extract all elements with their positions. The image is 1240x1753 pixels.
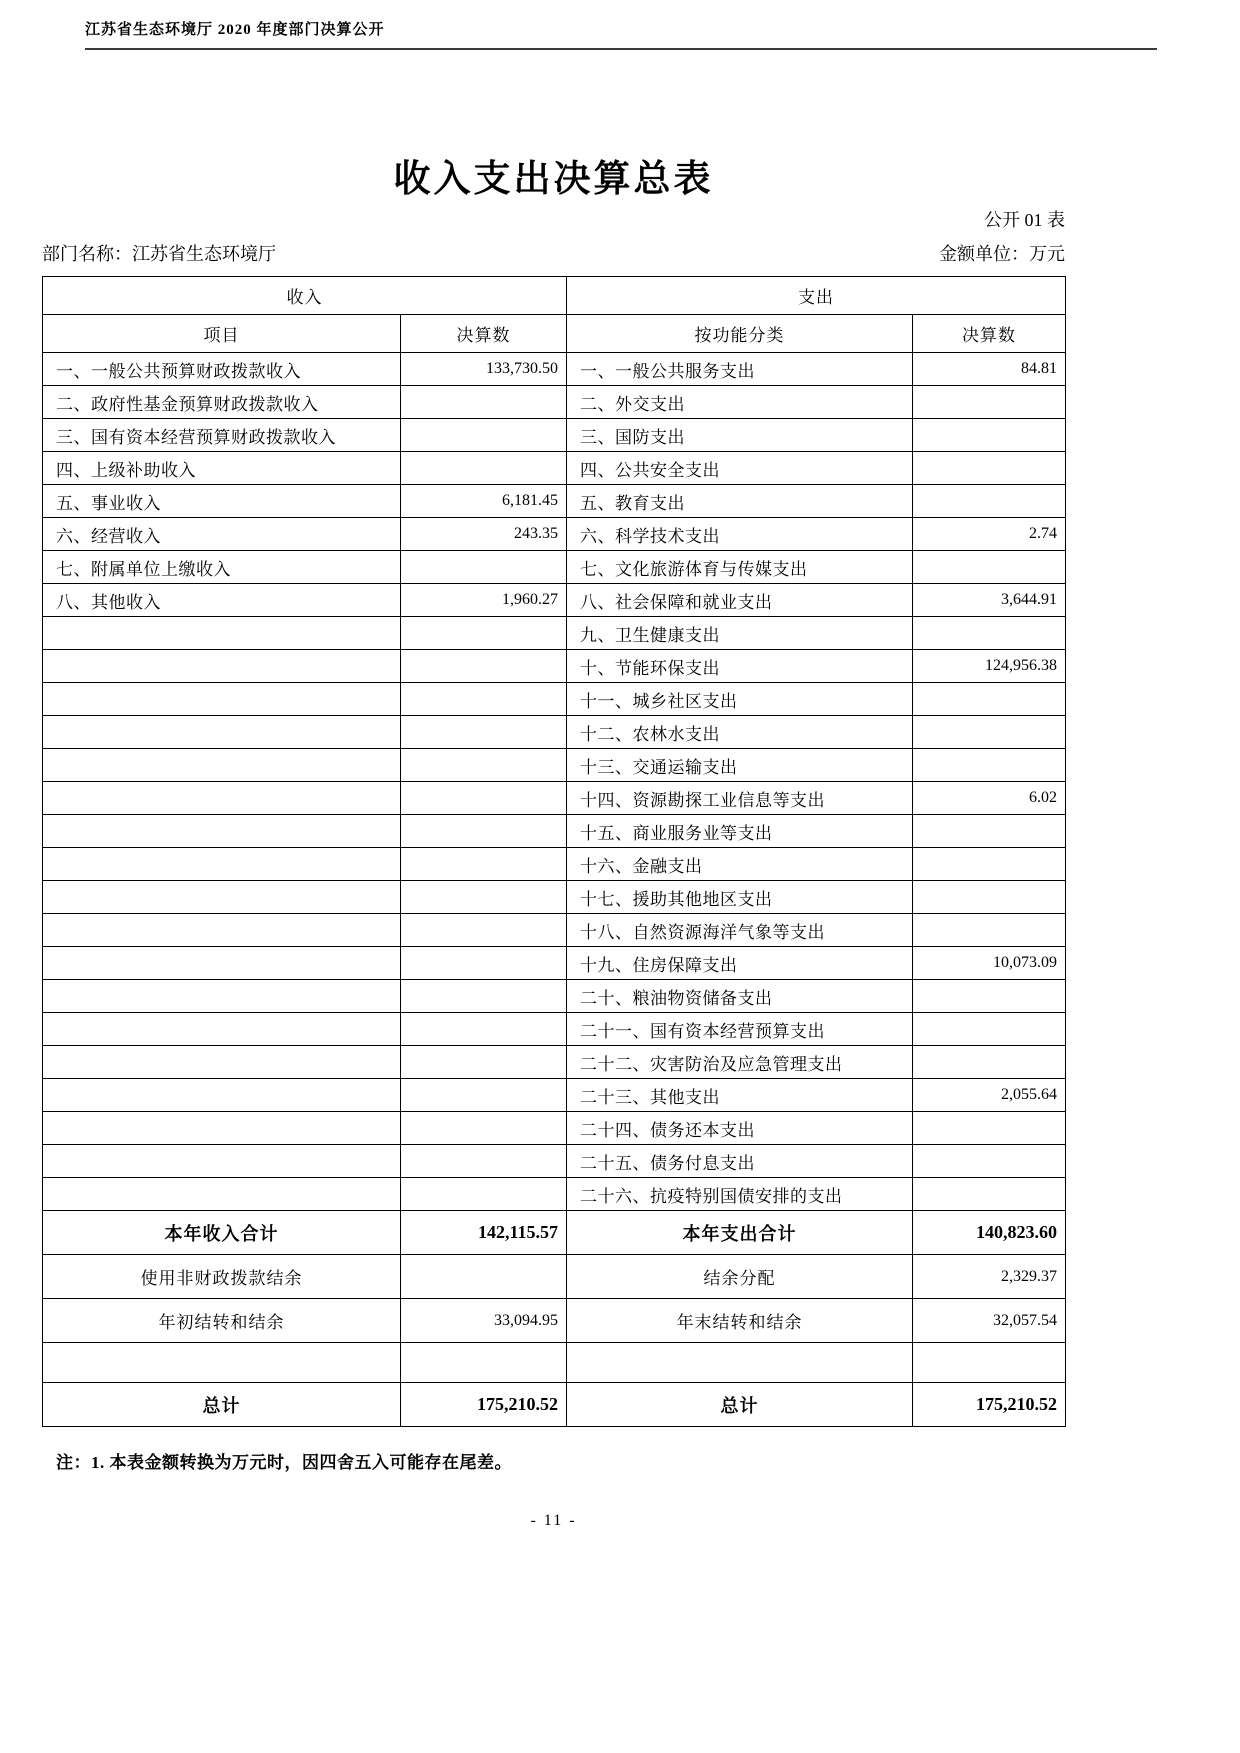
expense-item-label: 二十五、债务付息支出 [567, 1145, 913, 1178]
meta-row [42, 240, 1065, 266]
budget-summary-table [42, 276, 1066, 1427]
table-row [43, 452, 1066, 485]
income-amount: 6,181.45 [401, 485, 567, 518]
income-amount [401, 1145, 567, 1178]
summary-row [43, 1299, 1066, 1343]
income-item-label [43, 683, 401, 716]
summary-expense-amount: 175,210.52 [913, 1383, 1066, 1427]
summary-expense-amount: 140,823.60 [913, 1211, 1066, 1255]
expense-amount [913, 1145, 1066, 1178]
expense-amount: 10,073.09 [913, 947, 1066, 980]
table-row [43, 782, 1066, 815]
expense-amount [913, 749, 1066, 782]
table-row [43, 914, 1066, 947]
page-number: - 11 - [530, 1512, 577, 1529]
income-amount [401, 551, 567, 584]
income-item-label [43, 881, 401, 914]
expense-item-label: 八、社会保障和就业支出 [567, 584, 913, 617]
summary-income-amount: 175,210.52 [401, 1383, 567, 1427]
summary-row [43, 1343, 1066, 1383]
table-row [43, 485, 1066, 518]
income-amount [401, 1046, 567, 1079]
income-item-label: 四、上级补助收入 [43, 452, 401, 485]
income-amount [401, 419, 567, 452]
summary-expense-label: 总计 [567, 1383, 913, 1427]
col-header-income-amount: 决算数 [401, 315, 567, 353]
expense-amount: 124,956.38 [913, 650, 1066, 683]
income-item-label [43, 848, 401, 881]
expense-amount [913, 419, 1066, 452]
income-item-label [43, 980, 401, 1013]
summary-income-label [43, 1343, 401, 1383]
summary-income-label: 本年收入合计 [43, 1211, 401, 1255]
income-amount [401, 716, 567, 749]
income-item-label: 五、事业收入 [43, 485, 401, 518]
table-row [43, 749, 1066, 782]
summary-expense-amount [913, 1343, 1066, 1383]
expense-amount [913, 386, 1066, 419]
expense-amount: 6.02 [913, 782, 1066, 815]
summary-row [43, 1211, 1066, 1255]
table-row [43, 881, 1066, 914]
expense-amount [913, 1013, 1066, 1046]
income-item-label [43, 617, 401, 650]
table-row [43, 815, 1066, 848]
table-row [43, 947, 1066, 980]
expense-item-label: 三、国防支出 [567, 419, 913, 452]
table-row [43, 353, 1066, 386]
income-amount: 243.35 [401, 518, 567, 551]
income-amount: 1,960.27 [401, 584, 567, 617]
income-item-label [43, 1178, 401, 1211]
expense-amount [913, 452, 1066, 485]
table-row [43, 848, 1066, 881]
column-header-row [43, 315, 1066, 353]
expense-amount [913, 617, 1066, 650]
expense-item-label: 七、文化旅游体育与传媒支出 [567, 551, 913, 584]
summary-expense-amount: 32,057.54 [913, 1299, 1066, 1343]
expense-item-label: 二十三、其他支出 [567, 1079, 913, 1112]
income-item-label: 三、国有资本经营预算财政拨款收入 [43, 419, 401, 452]
table-row [43, 386, 1066, 419]
table-row [43, 551, 1066, 584]
document-header [85, 18, 1157, 50]
income-amount [401, 848, 567, 881]
table-row [43, 617, 1066, 650]
summary-income-label: 总计 [43, 1383, 401, 1427]
income-amount [401, 980, 567, 1013]
table-row [43, 650, 1066, 683]
expense-amount [913, 1178, 1066, 1211]
expense-item-label: 二、外交支出 [567, 386, 913, 419]
expense-item-label: 十二、农林水支出 [567, 716, 913, 749]
table-row [43, 1145, 1066, 1178]
table-row [43, 419, 1066, 452]
summary-income-amount: 142,115.57 [401, 1211, 567, 1255]
amount-unit-label: 金额单位：万元 [939, 244, 1065, 264]
income-item-label [43, 815, 401, 848]
table-number: 公开 01 表 [984, 210, 1065, 230]
col-header-expense-function: 按功能分类 [567, 315, 913, 353]
income-amount [401, 914, 567, 947]
income-amount [401, 815, 567, 848]
expense-item-label: 十一、城乡社区支出 [567, 683, 913, 716]
income-item-label [43, 1112, 401, 1145]
expense-item-label: 十六、金融支出 [567, 848, 913, 881]
income-item-label: 七、附属单位上缴收入 [43, 551, 401, 584]
summary-expense-label: 本年支出合计 [567, 1211, 913, 1255]
income-amount [401, 386, 567, 419]
expense-amount: 2,055.64 [913, 1079, 1066, 1112]
section-header-row [43, 277, 1066, 315]
summary-expense-amount: 2,329.37 [913, 1255, 1066, 1299]
income-item-label [43, 1046, 401, 1079]
summary-expense-label: 结余分配 [567, 1255, 913, 1299]
page-title: 收入支出决算总表 [393, 159, 714, 200]
income-item-label [43, 749, 401, 782]
expense-item-label: 十八、自然资源海洋气象等支出 [567, 914, 913, 947]
expense-amount [913, 551, 1066, 584]
summary-expense-label: 年末结转和结余 [567, 1299, 913, 1343]
expense-item-label: 十七、援助其他地区支出 [567, 881, 913, 914]
expense-item-label: 十三、交通运输支出 [567, 749, 913, 782]
income-amount [401, 617, 567, 650]
income-amount [401, 683, 567, 716]
income-amount [401, 782, 567, 815]
expense-item-label: 十、节能环保支出 [567, 650, 913, 683]
expense-item-label: 二十一、国有资本经营预算支出 [567, 1013, 913, 1046]
expense-amount [913, 815, 1066, 848]
income-item-label [43, 716, 401, 749]
income-item-label [43, 1013, 401, 1046]
income-item-label [43, 650, 401, 683]
expense-amount [913, 980, 1066, 1013]
summary-expense-label [567, 1343, 913, 1383]
expense-item-label: 十四、资源勘探工业信息等支出 [567, 782, 913, 815]
expense-item-label: 十五、商业服务业等支出 [567, 815, 913, 848]
expense-item-label: 二十四、债务还本支出 [567, 1112, 913, 1145]
document-header-text: 江苏省生态环境厅 2020 年度部门决算公开 [85, 22, 385, 38]
summary-income-amount [401, 1255, 567, 1299]
expense-amount [913, 881, 1066, 914]
summary-income-amount [401, 1343, 567, 1383]
income-amount [401, 1178, 567, 1211]
expense-amount: 84.81 [913, 353, 1066, 386]
expense-item-label: 二十二、灾害防治及应急管理支出 [567, 1046, 913, 1079]
expense-amount [913, 914, 1066, 947]
income-item-label [43, 1079, 401, 1112]
expense-item-label: 十九、住房保障支出 [567, 947, 913, 980]
income-item-label [43, 947, 401, 980]
income-item-label [43, 782, 401, 815]
table-row [43, 1046, 1066, 1079]
expense-amount [913, 1112, 1066, 1145]
income-item-label: 一、一般公共预算财政拨款收入 [43, 353, 401, 386]
col-header-expense-amount: 决算数 [913, 315, 1066, 353]
footnote: 注：1. 本表金额转换为万元时，因四舍五入可能存在尾差。 [56, 1453, 512, 1472]
expense-item-label: 六、科学技术支出 [567, 518, 913, 551]
table-row [43, 980, 1066, 1013]
summary-row [43, 1255, 1066, 1299]
expense-amount [913, 683, 1066, 716]
expense-item-label: 一、一般公共服务支出 [567, 353, 913, 386]
income-item-label [43, 1145, 401, 1178]
table-row [43, 584, 1066, 617]
expense-item-label: 二十六、抗疫特别国债安排的支出 [567, 1178, 913, 1211]
expense-item-label: 五、教育支出 [567, 485, 913, 518]
expense-item-label: 九、卫生健康支出 [567, 617, 913, 650]
table-row [43, 716, 1066, 749]
expense-amount [913, 485, 1066, 518]
income-amount [401, 1079, 567, 1112]
table-row [43, 1013, 1066, 1046]
income-amount [401, 749, 567, 782]
income-section-header: 收入 [43, 277, 567, 315]
income-item-label [43, 914, 401, 947]
table-row [43, 518, 1066, 551]
expense-amount [913, 1046, 1066, 1079]
income-amount [401, 947, 567, 980]
summary-row [43, 1383, 1066, 1427]
income-amount [401, 1112, 567, 1145]
summary-income-label: 使用非财政拨款结余 [43, 1255, 401, 1299]
table-row [43, 1079, 1066, 1112]
table-row [43, 683, 1066, 716]
expense-item-label: 四、公共安全支出 [567, 452, 913, 485]
income-amount [401, 452, 567, 485]
expense-item-label: 二十、粮油物资储备支出 [567, 980, 913, 1013]
expense-amount: 3,644.91 [913, 584, 1066, 617]
col-header-income-item: 项目 [43, 315, 401, 353]
income-item-label: 八、其他收入 [43, 584, 401, 617]
department-name: 部门名称：江苏省生态环境厅 [42, 244, 276, 264]
table-row [43, 1112, 1066, 1145]
income-amount [401, 881, 567, 914]
expense-section-header: 支出 [567, 277, 1066, 315]
summary-income-label: 年初结转和结余 [43, 1299, 401, 1343]
table-row [43, 1178, 1066, 1211]
expense-amount [913, 848, 1066, 881]
expense-amount: 2.74 [913, 518, 1066, 551]
income-item-label: 六、经营收入 [43, 518, 401, 551]
income-item-label: 二、政府性基金预算财政拨款收入 [43, 386, 401, 419]
income-amount [401, 1013, 567, 1046]
income-amount [401, 650, 567, 683]
income-amount: 133,730.50 [401, 353, 567, 386]
expense-amount [913, 716, 1066, 749]
summary-income-amount: 33,094.95 [401, 1299, 567, 1343]
